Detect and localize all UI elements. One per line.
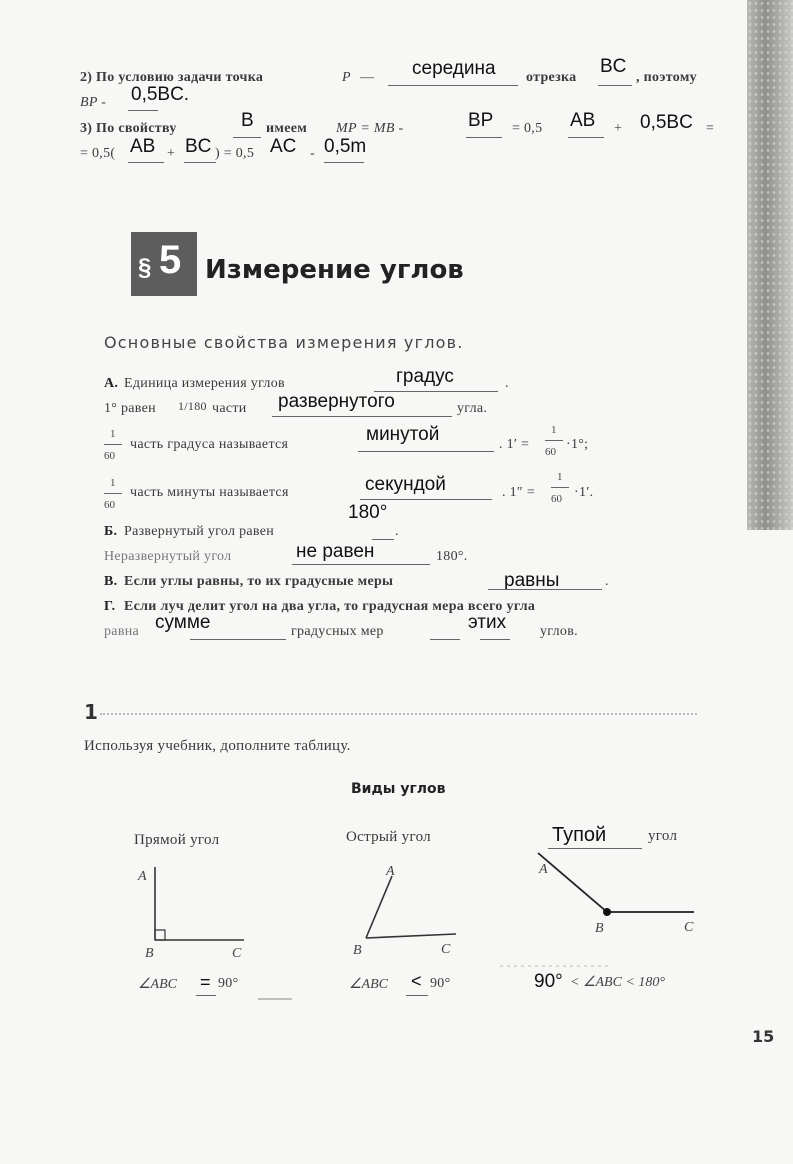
item3-line2-mid: ) = 0,5 [215,146,255,161]
item2-suffix: , поэтому [636,70,697,85]
minute-frac-num: 1 [110,428,116,440]
second-formula-num: 1 [557,471,563,483]
prop-g-label: Г. [104,599,116,614]
prop-b2-answer: не равен [296,541,375,562]
task-instruction: Используя учебник, дополните таблицу. [84,738,351,754]
prop-a-answer: градус [396,366,454,387]
prop-a2-suffix: угла. [457,401,488,416]
item3-plus2: + [167,146,176,161]
acute-angle-title: Острый угол [346,829,431,845]
minute-formula-den: 60 [545,446,556,458]
prop-a2-mid: части [212,401,247,416]
acute-label-a: A [386,864,395,879]
item2-line1-prefix: 2) По условию задачи точка [80,70,264,85]
prop-v-dot: . [605,574,609,589]
item3-dash: - [310,146,315,161]
right-formula-answer: = [200,972,211,992]
obtuse-angle-vertex-dot [603,908,611,916]
page-number: 15 [752,1027,775,1046]
prop-v-answer: равны [504,570,560,591]
item3-answer-ac: AC [270,136,297,157]
item3-mid: имеем [266,121,308,136]
minute-formula: . 1′ = [499,437,530,452]
item3-eq2: = [706,121,715,136]
second-frac-num: 1 [110,477,116,489]
acute-formula-left: ∠ABC [349,977,388,992]
prop-a2-prefix: 1° равен [104,401,156,416]
item2-dash: — [360,70,375,85]
obtuse-angle-answer: Тупой [552,824,607,846]
second-answer: секундой [365,474,446,495]
obtuse-angle-title-suffix: угол [648,828,678,844]
section-number: 5 [159,238,182,282]
item2-point-p: P [342,70,351,85]
obtuse-angle-ray-ba [538,853,607,912]
second-formula: . 1″ = [502,485,536,500]
right-label-a: A [138,869,147,884]
prop-a2-answer: развернутого [278,391,395,412]
table-title: Виды углов [351,781,446,797]
prop-b2-text: Неразвернутый угол [104,549,232,564]
acute-label-c: C [441,942,451,957]
prop-a-dot: . [505,376,509,391]
item3-plus: + [614,121,623,136]
obtuse-label-b: B [595,921,604,936]
item3-answer-bc2: BC [185,136,212,157]
right-label-c: C [232,946,242,961]
item2-answer-midpoint: середина [412,58,496,79]
item2-answer-05bc: 0,5BC. [131,84,190,105]
right-angle-title: Прямой угол [134,832,220,848]
item2-line2-prefix: BP - [80,95,107,110]
prop-g2-mid: градусных мер [291,624,384,639]
prop-b-dot: . [395,524,399,539]
right-formula-left: ∠ABC [138,977,177,992]
item3-answer-ab: AB [570,110,596,131]
item3-answer-05m: 0,5m [324,136,367,157]
minute-text: часть градуса называется [130,437,289,452]
prop-b-text: Развернутый угол равен [124,524,275,539]
minute-formula-num: 1 [551,424,557,436]
prop-g2-prefix: равна [104,624,140,639]
item3-mp-mb: MP = MB - [336,121,404,136]
obtuse-label-c: C [684,920,694,935]
prop-a-label: А. [104,376,119,391]
item3-eq1: = 0,5 [512,121,543,136]
prop-g2-suffix: углов. [540,624,578,639]
second-formula-den: 60 [551,493,562,505]
item3-answer-b: B [241,110,254,131]
acute-label-b: B [353,943,362,958]
item3-answer-05bc: 0,5BC [640,112,693,133]
prop-a-text: Единица измерения углов [124,376,285,391]
right-angle-marker [155,930,165,940]
right-label-b: B [145,946,154,961]
prop-b-label: Б. [104,524,118,539]
acute-formula-right: 90° [430,976,451,991]
item3-answer-bp: BP [468,110,494,131]
paragraph-sign: § [138,254,152,281]
second-formula-end: ·1′. [574,485,594,500]
prop-g-text: Если луч делит угол на два угла, то градусная мера всего угла [124,599,536,614]
obtuse-label-a: A [539,862,548,877]
prop-a2-fraction: 1/180 [178,399,207,413]
second-text: часть минуты называется [130,485,289,500]
minute-formula-end: ·1°; [566,437,589,452]
right-formula-answer-blank [196,995,216,996]
obtuse-formula-right: < ∠ABC < 180° [570,975,665,990]
obtuse-formula-answer: 90° [534,971,563,992]
section-title: Измерение углов [205,255,464,285]
prop-g-answer-these: этих [468,612,507,633]
acute-formula-answer-blank [406,995,428,996]
prop-v-label: В. [104,574,118,589]
acute-angle-ray-ba [366,876,392,938]
prop-g-answer-sum: сумме [155,612,211,633]
item3-answer-ab2: AB [130,136,156,157]
minute-answer: минутой [366,424,440,445]
right-formula-right: 90° [218,976,239,991]
acute-formula-answer: < [411,971,422,991]
task-number: 1 [84,700,98,724]
prop-v-text: Если углы равны, то их градусные меры [124,574,394,589]
prop-b-answer: 180° [348,502,388,523]
prop-b2-suffix: 180°. [436,549,468,564]
item2-answer-bc: BC [600,56,627,77]
minute-frac-den: 60 [104,450,115,462]
section-subtitle: Основные свойства измерения углов. [104,333,464,352]
acute-angle-ray-bc [366,934,456,938]
item3-line2-prefix: = 0,5( [80,146,116,161]
item2-segment-word: отрезка [526,70,577,85]
item3-prefix: 3) По свойству [80,121,177,136]
second-frac-den: 60 [104,499,115,511]
